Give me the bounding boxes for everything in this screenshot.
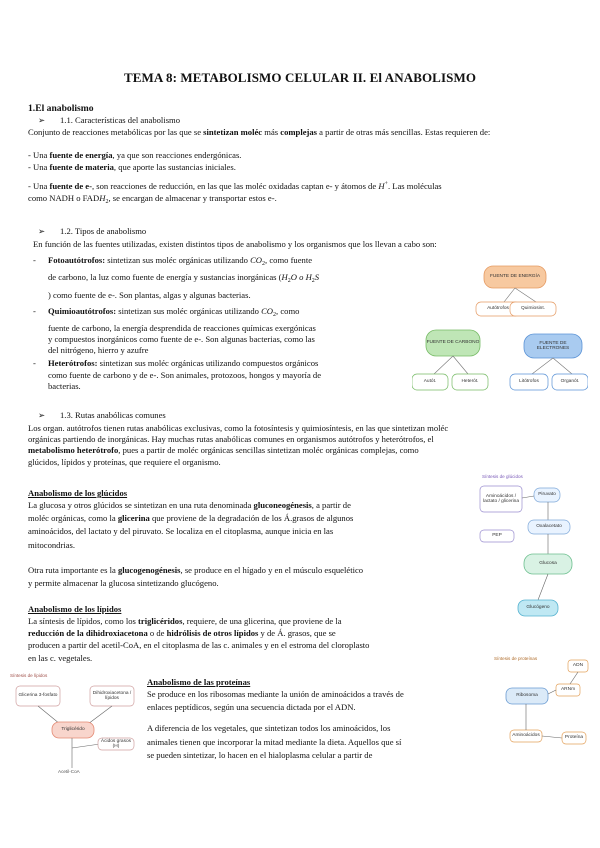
diagram-node: Aminoácidos / lactato / glicerina (483, 493, 519, 504)
arrow-bullet-icon: ➢ (38, 226, 46, 236)
diagram-node: ARNm (560, 687, 576, 693)
diagram-small-label: Litótrofos (519, 379, 539, 385)
diagram-small-label: Autótrofos (487, 306, 509, 312)
requirement-energy: - Una fuente de energía, ya que son reacciones endergónicas. (28, 150, 242, 160)
subsection-1-1 (38, 115, 180, 126)
diagram-node: Oxalacetato (536, 524, 562, 530)
diagram-node: Glucosa (539, 561, 557, 567)
paragraph-lipidos: La síntesis de lípidos, como los triglicéridos, requiere, de una glicerina, que proviene de la reducción de la dihidroxiacetona o de hidrólisis de otros lípidos y de Á. grasos, que se producen a partir del acetil-CoA, en el citoplasma de las c. animales y en el estroma del cloroplasto en las c. vegetales. (28, 616, 370, 663)
paragraph-definition: Conjunto de reacciones metabólicas por las que se sintetizan moléc más complejas a partir de otras más sencillas. Estas requieren de: (28, 127, 491, 137)
diagram-node: Ribosoma (516, 693, 538, 699)
diagram-node: Triglicérido (61, 727, 85, 733)
diagram-label-energy: FUENTE DE ENERGÍA (489, 274, 541, 280)
heading-proteinas: Anabolismo de las proteínas (147, 677, 251, 687)
electron-carriers: como NADH o $FADH_2$, se encargan de almacenar y transportar estos e-. (28, 193, 277, 205)
paragraph-glucogenogenesis: Otra ruta importante es la glucogenogénesis, se produce en el hígado y en el músculo esquelético y permite almacenar la glucosa sintetizando glucógeno. (28, 565, 364, 589)
diagram-node: Glucógeno (526, 605, 550, 611)
diagram-node: ADN (572, 663, 584, 669)
diagram-title-lipidos: Síntesis de lípidos (10, 673, 48, 678)
diagram-node: Dihidroxiacetona / lípidos (92, 690, 132, 701)
diagram-label-electrons: FUENTE DE ELECTRONES (536, 340, 570, 351)
diagram-small-label: Autót. (423, 379, 437, 385)
heading-glucidos: Anabolismo de los glúcidos (28, 488, 128, 498)
diagram-small-label: Quimiosint. (521, 306, 545, 312)
arrow-bullet-icon: ➢ (38, 410, 46, 420)
paragraph-common-routes: Los organ. autótrofos tienen rutas anabólicas exclusivas, como la fotosíntesis y quimiosíntesis, en las que sintetizan moléc orgánicas partiendo de inorgánicas. Hay muchas rutas anabólicas comunes en organismos autótrofos y heterótrofos, el metabolismo heterótrofo, pues a partir de moléc orgánicas sencillas sintetizan moléc orgánicas complejas, como glúcidos, lípidos y proteínas, que requiere el organismo. (28, 423, 449, 467)
subsection-1-2: ➢ 1.2. Tipos de anabolismo (38, 226, 147, 236)
page-title: TEMA 8: METABOLISMO CELULAR II. El ANABOLISMO (123, 70, 477, 85)
diagram-label-carbon: FUENTE DE CARBONO (426, 340, 480, 346)
paragraph-glucidos: La glucosa y otros glúcidos se sintetizan en una ruta denominada gluconeogénesis, a partir de moléc orgánicas, como la glicerina que proviene de la degradación de los Á.grasos de algunos aminoácidos, del lactato y del piruvato. Se localiza en el citoplasma, aunque inicia en las mitocondrias. (28, 500, 354, 550)
list-item-heterotrofos: - Heterótrofos: sintetizan sus moléc orgánicas utilizando compuestos orgánicos como fuente de carbono y de e-. Son animales, protozoos, hongos y mayoría de bacterias. (33, 358, 322, 391)
paragraph-proteinas: Se produce en los ribosomas mediante la unión de aminoácidos a través de enlaces peptídicos, según una secuencia dictada por el ADN. A diferencia de los vegetales, que sintetizan todos los aminoácidos, los animales tienen que incorporar la mitad mediante la dieta. Aquellos que sí se pueden sintetizar, lo hacen en el hialoplasma celular a partir de (147, 689, 404, 760)
types-intro: En función de las fuentes utilizadas, existen distintos tipos de anabolismo y los organismos que los llevan a cabo son: (33, 239, 437, 249)
diagram-node: Piruvato (538, 492, 556, 498)
list-anabolism-types (33, 255, 408, 392)
list-item-fotoautotrofos: - Fotoautótrofos: sintetizan sus moléc orgánicas utilizando $CO_2$, como fuente de carbono, la luz como fuente de energía y sustancias inorgánicas ($H_2O$ o $H_2S$ ) como fuente de e-. Son plantas, algas y algunas bacterias. (33, 255, 320, 301)
section-heading-anabolismo: 1.El anabolismo (28, 103, 94, 114)
diagram-node: Aminoácidos (512, 733, 540, 739)
diagram-title-proteinas: Síntesis de proteínas (494, 656, 538, 661)
diagram-node: PEP (492, 533, 502, 539)
subsection-1-3: ➢ 1.3. Rutas anabólicas comunes (38, 410, 166, 420)
diagram-node: Glicerina 3-fosfato (18, 693, 58, 699)
heading-lipidos: Anabolismo de los lípidos (28, 604, 122, 614)
diagram-small-label: Heterót. (461, 379, 479, 385)
diagram-title-glucidos: Síntesis de glúcidos (482, 474, 523, 479)
requirement-electrons: - Una fuente de e-, son reacciones de reducción, en las que las moléc oxidadas captan e- y átomos de H+. Las moléculas (28, 181, 442, 191)
diagram-node: Ácidos grasos (H) (100, 738, 132, 749)
diagram-node: Acetil-CoA (58, 769, 80, 774)
diagram-node: Proteína (564, 735, 584, 741)
arrow-bullet-icon: ➢ (38, 115, 46, 125)
list-item-quimioautotrofos: - Quimioautótrofos: sintetizan sus moléc orgánicas utilizando $CO_2$, como fuente de carbono, la energía desprendida de reacciones químicas exergónicas y compuestos inorgánicos como fuente de e-. Son algunas bacterias, como las del nitrógeno, hierro y azufre (33, 305, 316, 356)
subsection-1-1-label: 1.1. Características del anabolismo (60, 115, 181, 125)
diagram-small-label: Organót. (560, 379, 580, 385)
requirement-matter: - Una fuente de materia, que aporte las sustancias iniciales. (28, 162, 236, 172)
